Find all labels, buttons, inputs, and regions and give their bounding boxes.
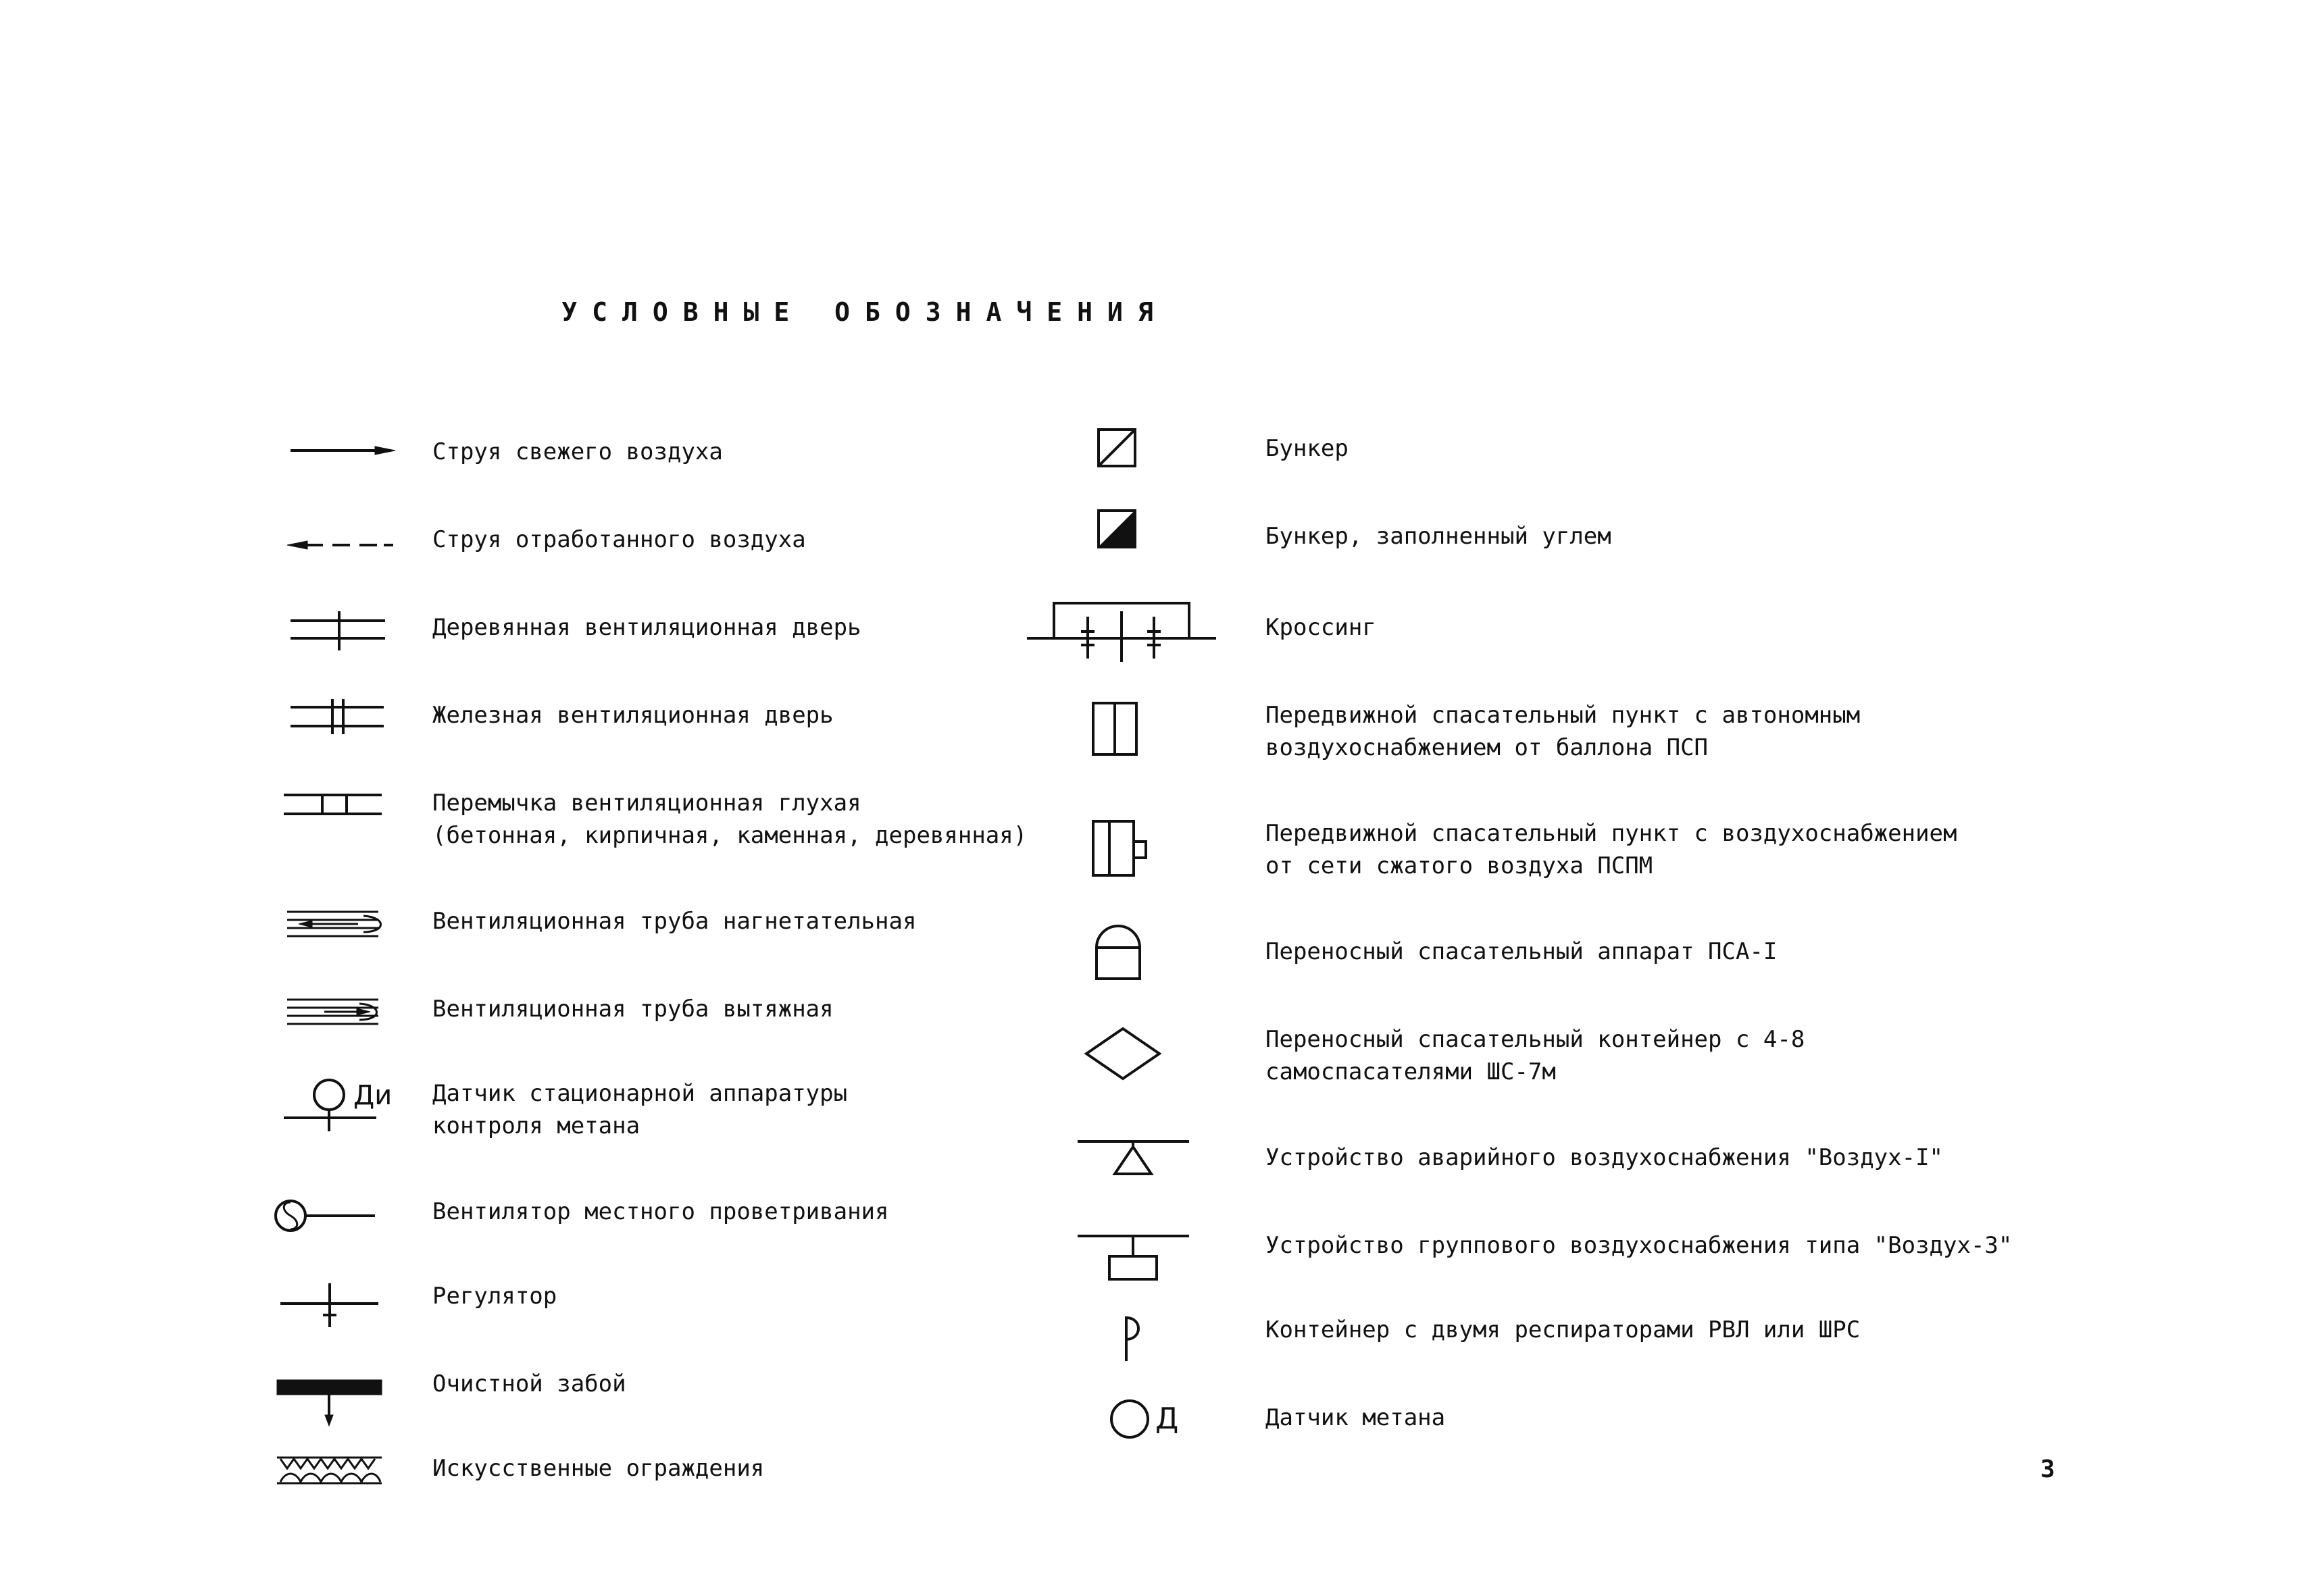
legend-label: Датчик метана bbox=[1265, 1404, 1446, 1431]
methane-sensor-icon bbox=[1107, 1396, 1194, 1443]
legend-label: Вентиляционная труба нагнетательная bbox=[432, 908, 917, 935]
working-face-icon bbox=[274, 1368, 385, 1428]
legend-label: Передвижной спасательный пункт с автономным bbox=[1265, 702, 1861, 729]
legend-label: воздухоснабжением от баллона ПСП bbox=[1265, 734, 1709, 761]
forcing-duct-icon bbox=[284, 905, 392, 946]
legend-label: Железная вентиляционная дверь bbox=[432, 702, 834, 729]
legend-label: Деревянная вентиляционная дверь bbox=[432, 614, 861, 641]
fence-icon bbox=[274, 1452, 385, 1493]
regulator-icon bbox=[277, 1280, 385, 1334]
exhaust-air-arrow-icon bbox=[284, 523, 399, 550]
methane-sensor-code: Д bbox=[1155, 1401, 1179, 1436]
legend-label: Регулятор bbox=[432, 1283, 557, 1310]
emergency-air-supply-icon bbox=[1074, 1135, 1192, 1182]
legend-label: самоспасателями ШС-7м bbox=[1265, 1058, 1556, 1085]
bunker-icon bbox=[1095, 426, 1142, 473]
rescue-container-icon bbox=[1081, 1023, 1169, 1084]
exhaust-duct-icon bbox=[284, 993, 392, 1033]
legend-label: Контейнер с двумя респираторами РВЛ или ШРС bbox=[1265, 1316, 1861, 1343]
bunker-filled-icon bbox=[1095, 507, 1142, 554]
legend-label: Вентиляционная труба вытяжная bbox=[432, 996, 834, 1023]
legend-label: Искусственные ограждения bbox=[432, 1455, 765, 1482]
fresh-air-arrow-icon bbox=[284, 436, 399, 463]
legend-label: Бункер bbox=[1265, 435, 1349, 462]
local-fan-icon bbox=[270, 1195, 392, 1236]
respirator-container-icon bbox=[1118, 1312, 1159, 1366]
legend-label: (бетонная, кирпичная, каменная, деревянная) bbox=[432, 822, 1028, 849]
rescue-point-psp-icon bbox=[1088, 699, 1142, 760]
page-title: УСЛОВНЫЕ ОБОЗНАЧЕНИЯ bbox=[561, 297, 1168, 327]
methane-sensor-station-code: Ди bbox=[353, 1080, 393, 1111]
page-number: 3 bbox=[2040, 1456, 2055, 1483]
rescue-apparatus-icon bbox=[1091, 922, 1145, 983]
legend-label: Бункер, заполненный углем bbox=[1265, 523, 1611, 550]
legend-label: Струя свежего воздуха bbox=[432, 438, 723, 465]
legend-label: Датчик стационарной аппаратуры bbox=[432, 1080, 848, 1107]
legend-label: Передвижной спасательный пункт с воздухоснабжением bbox=[1265, 820, 1957, 847]
iron-door-icon bbox=[284, 699, 392, 740]
legend-label: Устройство аварийного воздухоснабжения "Воздух-I" bbox=[1265, 1144, 1944, 1171]
wooden-door-icon bbox=[284, 611, 392, 652]
legend-label: от сети сжатого воздуха ПСПМ bbox=[1265, 852, 1653, 879]
legend-label: Кроссинг bbox=[1265, 614, 1376, 641]
legend-label: контроля метана bbox=[432, 1112, 640, 1139]
legend-label: Переносный спасательный аппарат ПСА-I bbox=[1265, 938, 1778, 965]
legend-label: Устройство группового воздухоснабжения типа "Воздух-3" bbox=[1265, 1232, 2013, 1259]
legend-label: Струя отработанного воздуха bbox=[432, 526, 806, 553]
legend-label: Очистной забой bbox=[432, 1370, 626, 1397]
rescue-point-pspm-icon bbox=[1089, 817, 1150, 878]
legend-label: Перемычка вентиляционная глухая bbox=[432, 790, 861, 817]
legend-label: Переносный спасательный контейнер с 4-8 bbox=[1265, 1026, 1805, 1053]
legend-label: Вентилятор местного проветривания bbox=[432, 1198, 889, 1225]
group-air-supply-icon bbox=[1074, 1229, 1192, 1283]
blind-partition-icon bbox=[280, 787, 388, 827]
crossing-icon bbox=[1027, 598, 1216, 665]
methane-sensor-station-icon bbox=[280, 1077, 405, 1138]
